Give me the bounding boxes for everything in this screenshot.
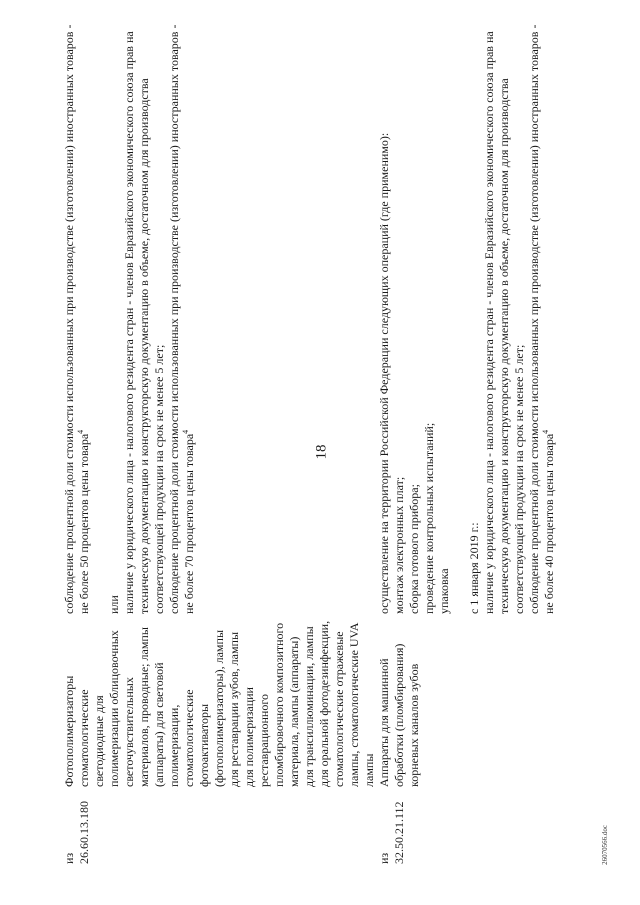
requirement-line: соблюдение процентной доли стоимости использованных при производстве (изготовлении) иностранных товаров - не более 50 процентов цены товара$^4$ [62,24,91,614]
document-content-frame [62,17,562,864]
requirement-date-heading: с 1 января 2019 г.: [467,522,481,614]
requirement-line: осуществление на территории Российской Федерации следующих операций (где применимо): [377,132,391,614]
product-name-cell [377,614,557,787]
okpd2-code-cell [377,787,557,864]
requirement-line: наличие у юридического лица - налогового резидента стран - членов Евразийского экономического союза прав на техническую документацию и конструкторскую документацию в объеме, достаточном для производства соответствующей продукции на срок не менее 5 лет; [482,31,526,614]
okpd2-code: из 32.50.21.112 [377,801,406,864]
footnote-mark: 4 [541,429,550,434]
footnote-mark: 4 [76,429,85,434]
requirement-line: проведение контрольных испытаний; [422,422,436,614]
requirements-table [62,17,557,864]
requirements-cell [377,17,557,614]
requirement-or-separator: или [107,595,121,614]
requirements-cell [62,17,377,614]
footnote-mark: 4 [181,429,190,434]
file-stamp: 26070566.doc [601,825,609,865]
page-number: 18 [313,444,330,460]
rotated-document-table [62,17,562,864]
requirement-line: сборка готового прибора; [407,484,421,614]
requirement-line: соблюдение процентной доли стоимости использованных при производстве (изготовлении) иностранных товаров - не более 40 процентов цены товара$^4$ [527,24,556,614]
table-row [377,17,557,864]
requirement-line: упаковка [437,568,451,614]
product-name: Аппараты для машинной обработки (пломбирования) корневых каналов зубов [377,643,421,787]
okpd2-code-cell [62,787,377,864]
requirement-line: монтаж электронных плат; [392,476,406,614]
product-name: Фотополимеризаторы стоматологические светодиодные для полимеризации облицовочных светочувствительных материалов, проводные; лампы (аппараты) для световой полимеризации, стоматологические фотоактиваторы (фотополимеризаторы), лампы для реставрации зубов, лампы для полимеризации реставрационного пломбировочного композитного материала, лампы (аппараты) для трансиллюминации, лампы для оральной фотодезинфекции, стоматологические отражевые лампы, стоматологические UVA лампы [62,620,376,787]
requirement-line: соблюдение процентной доли стоимости использованных при производстве (изготовлении) иностранных товаров - не более 70 процентов цены товара$^4$ [167,24,196,614]
requirement-line: наличие у юридического лица - налогового резидента стран - членов Евразийского экономического союза прав на техническую документацию и конструкторскую документацию в объеме, достаточном для производства соответствующей продукции на срок не менее 5 лет; [122,31,166,614]
okpd2-code: из 26.60.13.180 [62,801,91,864]
table-row [62,17,377,864]
product-name-cell [62,614,377,787]
